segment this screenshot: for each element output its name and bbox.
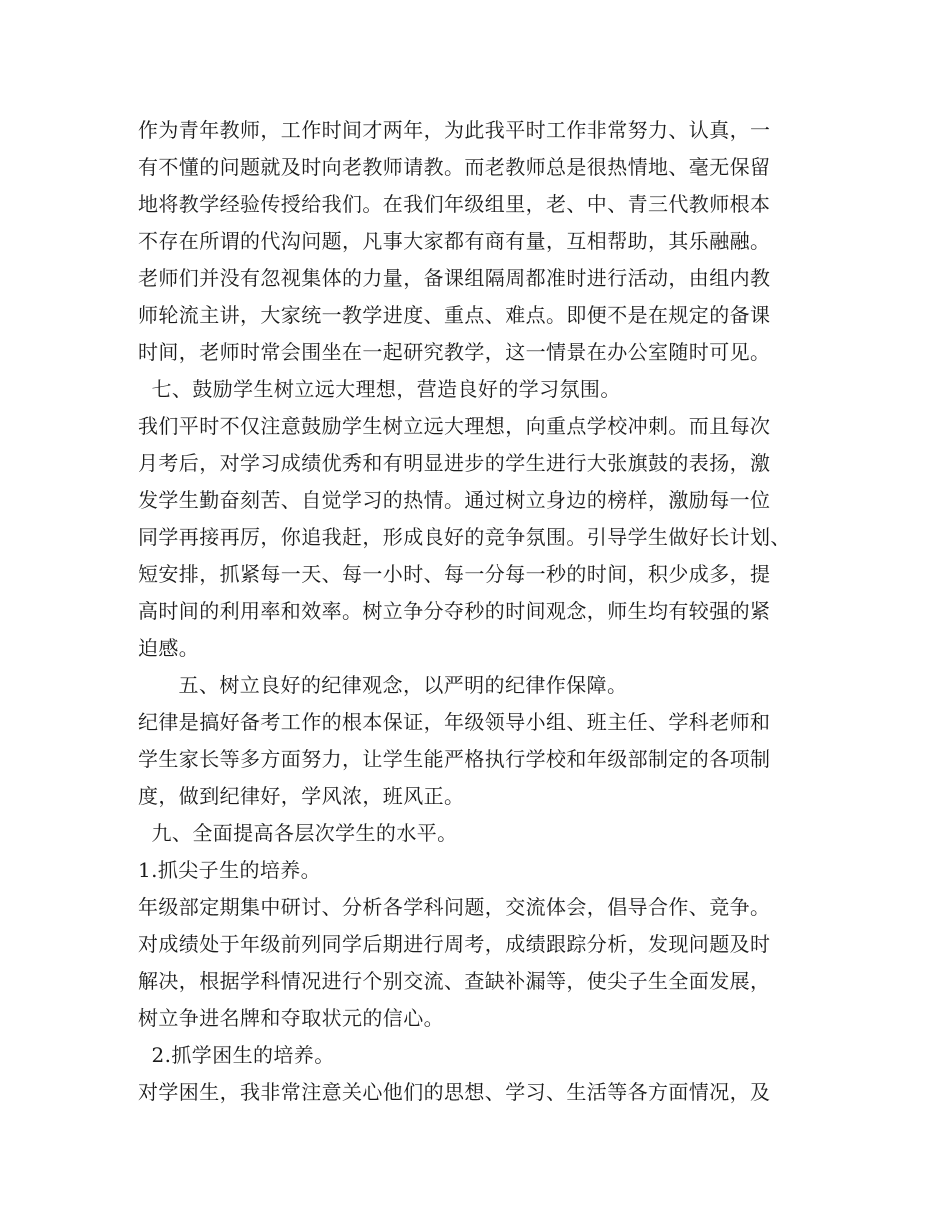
body-text (138, 112, 828, 1111)
text-line: 不存在所谓的代沟问题，凡事大家都有商有量，互相帮助，其乐融融。 (138, 229, 771, 253)
section-heading: 九、全面提高各层次学生的水平。 (138, 821, 458, 845)
text-line: 解决，根据学科情况进行个别交流、查缺补漏等，使尖子生全面发展， (138, 969, 771, 993)
text-line: 高时间的利用率和效率。树立争分夺秒的时间观念，师生均有较强的紧 (138, 599, 771, 623)
text-line: 树立争进名牌和夺取状元的信心。 (138, 1006, 444, 1030)
text-line: 地将教学经验传授给我们。在我们年级组里，老、中、青三代教师根本 (138, 192, 771, 216)
section-heading: 五、树立良好的纪律观念，以严明的纪律作保障。 (138, 673, 628, 697)
text-line: 短安排，抓紧每一天、每一小时、每一分每一秒的时间，积少成多，提 (138, 562, 771, 586)
text-line: 师轮流主讲，大家统一教学进度、重点、难点。即便不是在规定的备课 (138, 303, 771, 327)
text-line: 月考后，对学习成绩优秀和有明显进步的学生进行大张旗鼓的表扬，激 (138, 451, 771, 475)
text-line: 度，做到纪律好，学风浓，班风正。 (138, 784, 465, 808)
text-line: 学生家长等多方面努力，让学生能严格执行学校和年级部制定的各项制 (138, 747, 771, 771)
text-line: 发学生勤奋刻苦、自觉学习的热情。通过树立身边的榜样，激励每一位 (138, 488, 771, 512)
text-line: 迫感。 (138, 636, 200, 660)
subsection-heading: 1.抓尖子生的培养。 (138, 858, 322, 882)
text-line: 老师们并没有忽视集体的力量，备课组隔周都准时进行活动，由组内教 (138, 266, 771, 290)
text-line: 有不懂的问题就及时向老教师请教。而老教师总是很热情地、毫无保留 (138, 155, 771, 179)
text-line: 年级部定期集中研讨、分析各学科问题，交流体会，倡导合作、竞争。 (138, 895, 771, 919)
text-line: 我们平时不仅注意鼓励学生树立远大理想，向重点学校冲刺。而且每次 (138, 414, 771, 438)
text-line: 对学困生，我非常注意关心他们的思想、学习、生活等各方面情况，及 (138, 1080, 771, 1104)
text-line: 作为青年教师，工作时间才两年，为此我平时工作非常努力、认真，一 (138, 118, 771, 142)
section-heading: 七、鼓励学生树立远大理想，营造良好的学习氛围。 (138, 377, 621, 401)
subsection-heading: 2.抓学困生的培养。 (138, 1043, 335, 1067)
text-line: 同学再接再厉，你追我赶，形成良好的竞争氛围。引导学生做好长计划、 (138, 525, 791, 549)
text-line: 时间，老师时常会围坐在一起研究教学，这一情景在办公室随时可见。 (138, 340, 771, 364)
text-line: 纪律是搞好备考工作的根本保证，年级领导小组、班主任、学科老师和 (138, 710, 771, 734)
text-line: 对成绩处于年级前列同学后期进行周考，成绩跟踪分析，发现问题及时 (138, 932, 771, 956)
